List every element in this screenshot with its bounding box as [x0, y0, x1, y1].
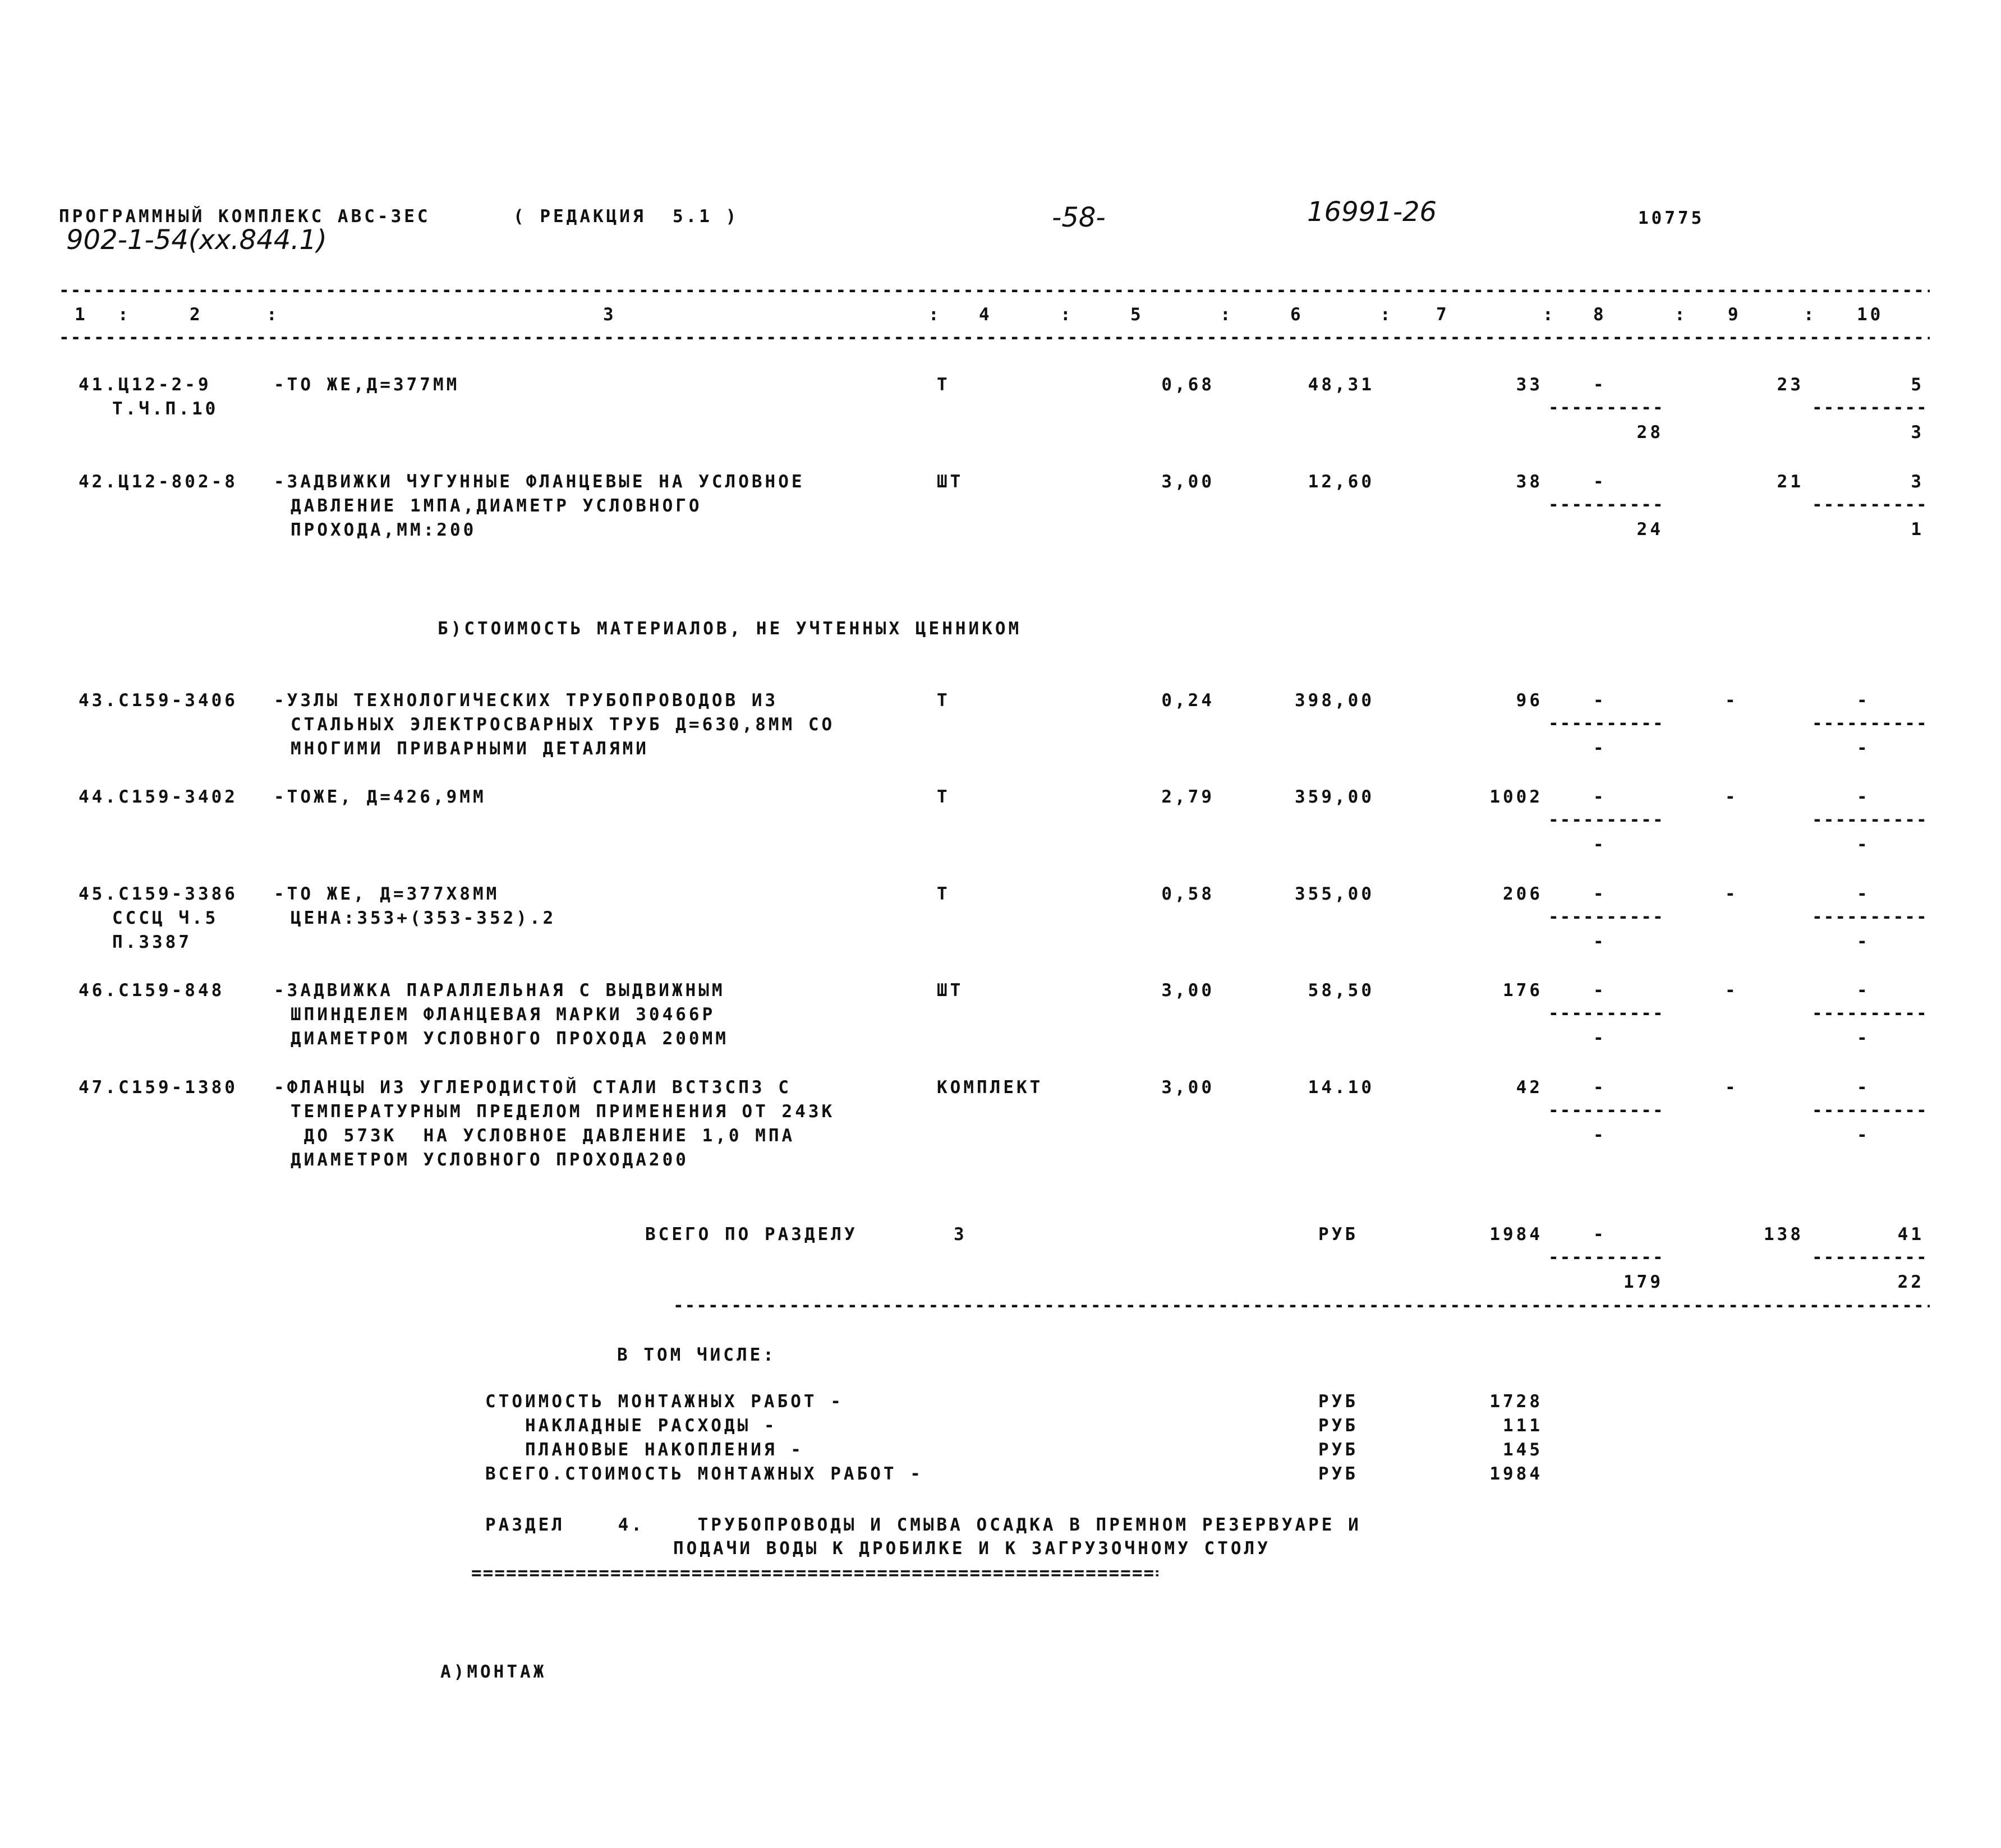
row-description: -ЗАДВИЖКА ПАРАЛЛЕЛЬНАЯ С ВЫДВИЖНЫМ	[274, 980, 725, 1001]
row-col8-rule	[1548, 1105, 1663, 1117]
row-col8-bottom: -	[1593, 932, 1607, 952]
column-separator: :	[118, 305, 131, 325]
row-description: ДИАМЕТРОМ УСЛОВНОГО ПРОХОДА 200ММ	[291, 1029, 729, 1049]
including-line-value: 111	[1503, 1416, 1543, 1436]
row-col10-rule	[1812, 911, 1927, 924]
row-col9: -	[1725, 980, 1738, 1001]
row-col8-bottom: -	[1593, 738, 1607, 758]
header-rule-top	[59, 285, 1930, 297]
row-col9: -	[1725, 787, 1738, 807]
row-col8-rule	[1548, 402, 1663, 414]
column-header-8: 8	[1593, 305, 1607, 325]
row-code: 47.С159-1380	[79, 1077, 238, 1098]
total-c8-top: -	[1593, 1224, 1607, 1245]
row-col9: -	[1725, 690, 1738, 711]
row-description: -ТОЖЕ, Д=426,9ММ	[274, 787, 486, 807]
row-col8-bottom: -	[1593, 1028, 1607, 1048]
column-header-4: 4	[979, 305, 992, 325]
row-description: ТЕМПЕРАТУРНЫМ ПРЕДЕЛОМ ПРИМЕНЕНИЯ ОТ 243К	[291, 1102, 835, 1122]
row-col10-rule	[1812, 814, 1927, 827]
row-quantity: 3,00	[1161, 1077, 1215, 1098]
row-col9: 23	[1777, 375, 1804, 395]
row-unit: Т	[937, 884, 950, 904]
row-col8-rule	[1548, 1008, 1663, 1020]
total-section: 3	[954, 1224, 967, 1245]
row-reference: СССЦ Ч.5	[112, 908, 219, 928]
row-col10-bottom: -	[1857, 932, 1870, 952]
total-c9: 138	[1764, 1224, 1804, 1245]
row-col8-bottom: -	[1593, 1125, 1607, 1145]
row-col10-bottom: -	[1857, 1125, 1870, 1145]
row-unit: Т	[937, 375, 950, 395]
row-reference: П.3387	[112, 932, 192, 952]
row-col10-rule	[1812, 718, 1927, 730]
row-col10-top: -	[1857, 690, 1870, 711]
row-col10-bottom: 1	[1911, 519, 1924, 540]
next-section-line2: ПОДАЧИ ВОДЫ К ДРОБИЛКЕ И К ЗАГРУЗОЧНОМУ СТОЛУ	[673, 1538, 1271, 1559]
row-col8-top: -	[1593, 980, 1607, 1001]
total-unit: РУБ	[1318, 1224, 1358, 1245]
row-quantity: 0,68	[1161, 375, 1215, 395]
row-col10-rule	[1812, 1105, 1927, 1117]
row-col10-bottom: -	[1857, 835, 1870, 855]
row-code: 42.Ц12-802-8	[79, 472, 238, 492]
row-col10-top: -	[1857, 787, 1870, 807]
row-unit-price: 14.10	[1308, 1077, 1374, 1098]
row-description: ПРОХОДА,ММ:200	[291, 520, 477, 540]
row-description: -ТО ЖЕ, Д=377Х8ММ	[274, 884, 500, 904]
row-description: МНОГИМИ ПРИВАРНЫМИ ДЕТАЛЯМИ	[291, 739, 649, 759]
row-col8-top: -	[1593, 472, 1607, 492]
row-col10-top: 3	[1911, 472, 1924, 492]
doc-number: 16991-26	[1307, 196, 1437, 228]
row-unit-price: 359,00	[1295, 787, 1374, 807]
row-col8-rule	[1548, 499, 1663, 511]
column-header-10: 10	[1857, 305, 1884, 325]
row-description: ДИАМЕТРОМ УСЛОВНОГО ПРОХОДА200	[291, 1150, 689, 1170]
section-b-title: Б)СТОИМОСТЬ МАТЕРИАЛОВ, НЕ УЧТЕННЫХ ЦЕННИКОМ	[438, 619, 1022, 639]
program-name: ПРОГРАММНЫЙ КОМПЛЕКС АВС-ЗЕС	[59, 206, 431, 227]
row-unit: КОМПЛЕКТ	[937, 1077, 1043, 1098]
project-code: 902-1-54(хх.844.1)	[66, 224, 327, 256]
row-col9: 21	[1777, 472, 1804, 492]
row-description: ЦЕНА:353+(353-352).2	[291, 908, 556, 928]
row-description: -ЗАДВИЖКИ ЧУГУННЫЕ ФЛАНЦЕВЫЕ НА УСЛОВНОЕ	[274, 472, 805, 492]
row-col8-bottom: 24	[1636, 519, 1663, 540]
including-title: В ТОМ ЧИСЛЕ:	[617, 1345, 776, 1365]
including-line-label: ВСЕГО.СТОИМОСТЬ МОНТАЖНЫХ РАБОТ -	[485, 1464, 923, 1484]
row-reference: Т.Ч.П.10	[112, 399, 219, 419]
row-description: -УЗЛЫ ТЕХНОЛОГИЧЕСКИХ ТРУБОПРОВОДОВ ИЗ	[274, 690, 779, 711]
including-line-unit: РУБ	[1318, 1416, 1358, 1436]
row-col8-rule	[1548, 911, 1663, 924]
row-col8-bottom: -	[1593, 835, 1607, 855]
header-rule-bottom	[59, 332, 1930, 344]
row-col8-rule	[1548, 814, 1663, 827]
row-col10-rule	[1812, 499, 1927, 511]
row-total: 42	[1516, 1077, 1543, 1098]
row-unit: ШТ	[937, 980, 964, 1001]
total-c7: 1984	[1489, 1224, 1543, 1245]
including-line-value: 1984	[1489, 1464, 1543, 1484]
row-unit-price: 398,00	[1295, 690, 1374, 711]
row-unit-price: 58,50	[1308, 980, 1374, 1001]
row-total: 96	[1516, 690, 1543, 711]
edition: ( РЕДАКЦИЯ 5.1 )	[513, 206, 739, 227]
column-separator: :	[928, 305, 942, 325]
column-header-2: 2	[190, 305, 203, 325]
row-unit: Т	[937, 690, 950, 711]
row-code: 46.С159-848	[79, 980, 225, 1001]
row-col8-top: -	[1593, 375, 1607, 395]
row-col10-top: -	[1857, 1077, 1870, 1098]
column-separator: :	[1380, 305, 1393, 325]
row-description: ДАВЛЕНИЕ 1МПА,ДИАМЕТР УСЛОВНОГО	[291, 496, 702, 516]
row-col10-bottom: -	[1857, 738, 1870, 758]
including-line-value: 145	[1503, 1440, 1543, 1460]
row-quantity: 0,24	[1161, 690, 1215, 711]
column-separator: :	[1543, 305, 1556, 325]
row-unit-price: 12,60	[1308, 472, 1374, 492]
including-line-label: НАКЛАДНЫЕ РАСХОДЫ -	[485, 1416, 778, 1436]
row-col10-rule	[1812, 1008, 1927, 1020]
row-col9: -	[1725, 1077, 1738, 1098]
including-line-unit: РУБ	[1318, 1391, 1358, 1412]
row-quantity: 0,58	[1161, 884, 1215, 904]
row-total: 33	[1516, 375, 1543, 395]
total-c10-rule	[1812, 1252, 1927, 1264]
column-separator: :	[1060, 305, 1074, 325]
column-header-1: 1	[75, 305, 88, 325]
row-code: 44.С159-3402	[79, 787, 238, 807]
row-unit-price: 355,00	[1295, 884, 1374, 904]
column-separator: :	[1675, 305, 1688, 325]
total-c10-bot: 22	[1897, 1272, 1924, 1292]
row-col10-rule	[1812, 402, 1927, 414]
row-col9: -	[1725, 884, 1738, 904]
column-header-6: 6	[1290, 305, 1304, 325]
row-total: 176	[1503, 980, 1543, 1001]
next-section-line1: РАЗДЕЛ 4. ТРУБОПРОВОДЫ И СМЫВА ОСАДКА В ПРЕМНОМ РЕЗЕРВУАРЕ И	[485, 1515, 1361, 1535]
row-description: ДО 573К НА УСЛОВНОЕ ДАВЛЕНИЕ 1,0 МПА	[291, 1126, 795, 1146]
column-header-3: 3	[603, 305, 617, 325]
column-header-7: 7	[1436, 305, 1450, 325]
including-line-unit: РУБ	[1318, 1464, 1358, 1484]
row-description: -ТО ЖЕ,Д=377ММ	[274, 375, 460, 395]
row-quantity: 3,00	[1161, 980, 1215, 1001]
row-col8-top: -	[1593, 884, 1607, 904]
including-line-label: ПЛАНОВЫЕ НАКОПЛЕНИЯ -	[485, 1440, 804, 1460]
row-col10-bottom: -	[1857, 1028, 1870, 1048]
row-total: 38	[1516, 472, 1543, 492]
row-col8-top: -	[1593, 690, 1607, 711]
row-col8-bottom: 28	[1636, 422, 1663, 443]
including-line-unit: РУБ	[1318, 1440, 1358, 1460]
row-description: ШПИНДЕЛЕМ ФЛАНЦЕВАЯ МАРКИ 30466Р	[291, 1004, 716, 1025]
row-col10-top: 5	[1911, 375, 1924, 395]
row-total: 1002	[1489, 787, 1543, 807]
column-separator: :	[1220, 305, 1234, 325]
totals-rule	[673, 1300, 1930, 1312]
row-col10-bottom: 3	[1911, 422, 1924, 443]
row-col10-top: -	[1857, 980, 1870, 1001]
row-quantity: 2,79	[1161, 787, 1215, 807]
row-description: -ФЛАНЦЫ ИЗ УГЛЕРОДИСТОЙ СТАЛИ ВСТ3СП3 С	[274, 1077, 792, 1098]
total-c8-bot: 179	[1623, 1272, 1663, 1292]
row-col10-top: -	[1857, 884, 1870, 904]
column-header-5: 5	[1130, 305, 1144, 325]
row-code: 41.Ц12-2-9	[79, 375, 211, 395]
row-col8-rule	[1548, 718, 1663, 730]
section-double-rule	[471, 1568, 1158, 1580]
row-total: 206	[1503, 884, 1543, 904]
page-number: -58-	[1052, 202, 1106, 233]
row-quantity: 3,00	[1161, 472, 1215, 492]
including-line-value: 1728	[1489, 1391, 1543, 1412]
row-unit-price: 48,31	[1308, 375, 1374, 395]
total-c8-rule	[1548, 1252, 1663, 1264]
row-code: 43.С159-3406	[79, 690, 238, 711]
row-unit: ШТ	[937, 472, 964, 492]
row-description: СТАЛЬНЫХ ЭЛЕКТРОСВАРНЫХ ТРУБ Д=630,8ММ СО	[291, 715, 835, 735]
subsection-title: А)МОНТАЖ	[440, 1662, 547, 1682]
row-unit: Т	[937, 787, 950, 807]
total-c10-top: 41	[1897, 1224, 1924, 1245]
doc-code: 10775	[1638, 208, 1705, 228]
column-separator: :	[1804, 305, 1817, 325]
including-line-label: СТОИМОСТЬ МОНТАЖНЫХ РАБОТ -	[485, 1391, 844, 1412]
total-label: ВСЕГО ПО РАЗДЕЛУ	[645, 1224, 858, 1245]
column-separator: :	[266, 305, 280, 325]
row-col8-top: -	[1593, 787, 1607, 807]
column-header-9: 9	[1728, 305, 1741, 325]
row-col8-top: -	[1593, 1077, 1607, 1098]
row-code: 45.С159-3386	[79, 884, 238, 904]
